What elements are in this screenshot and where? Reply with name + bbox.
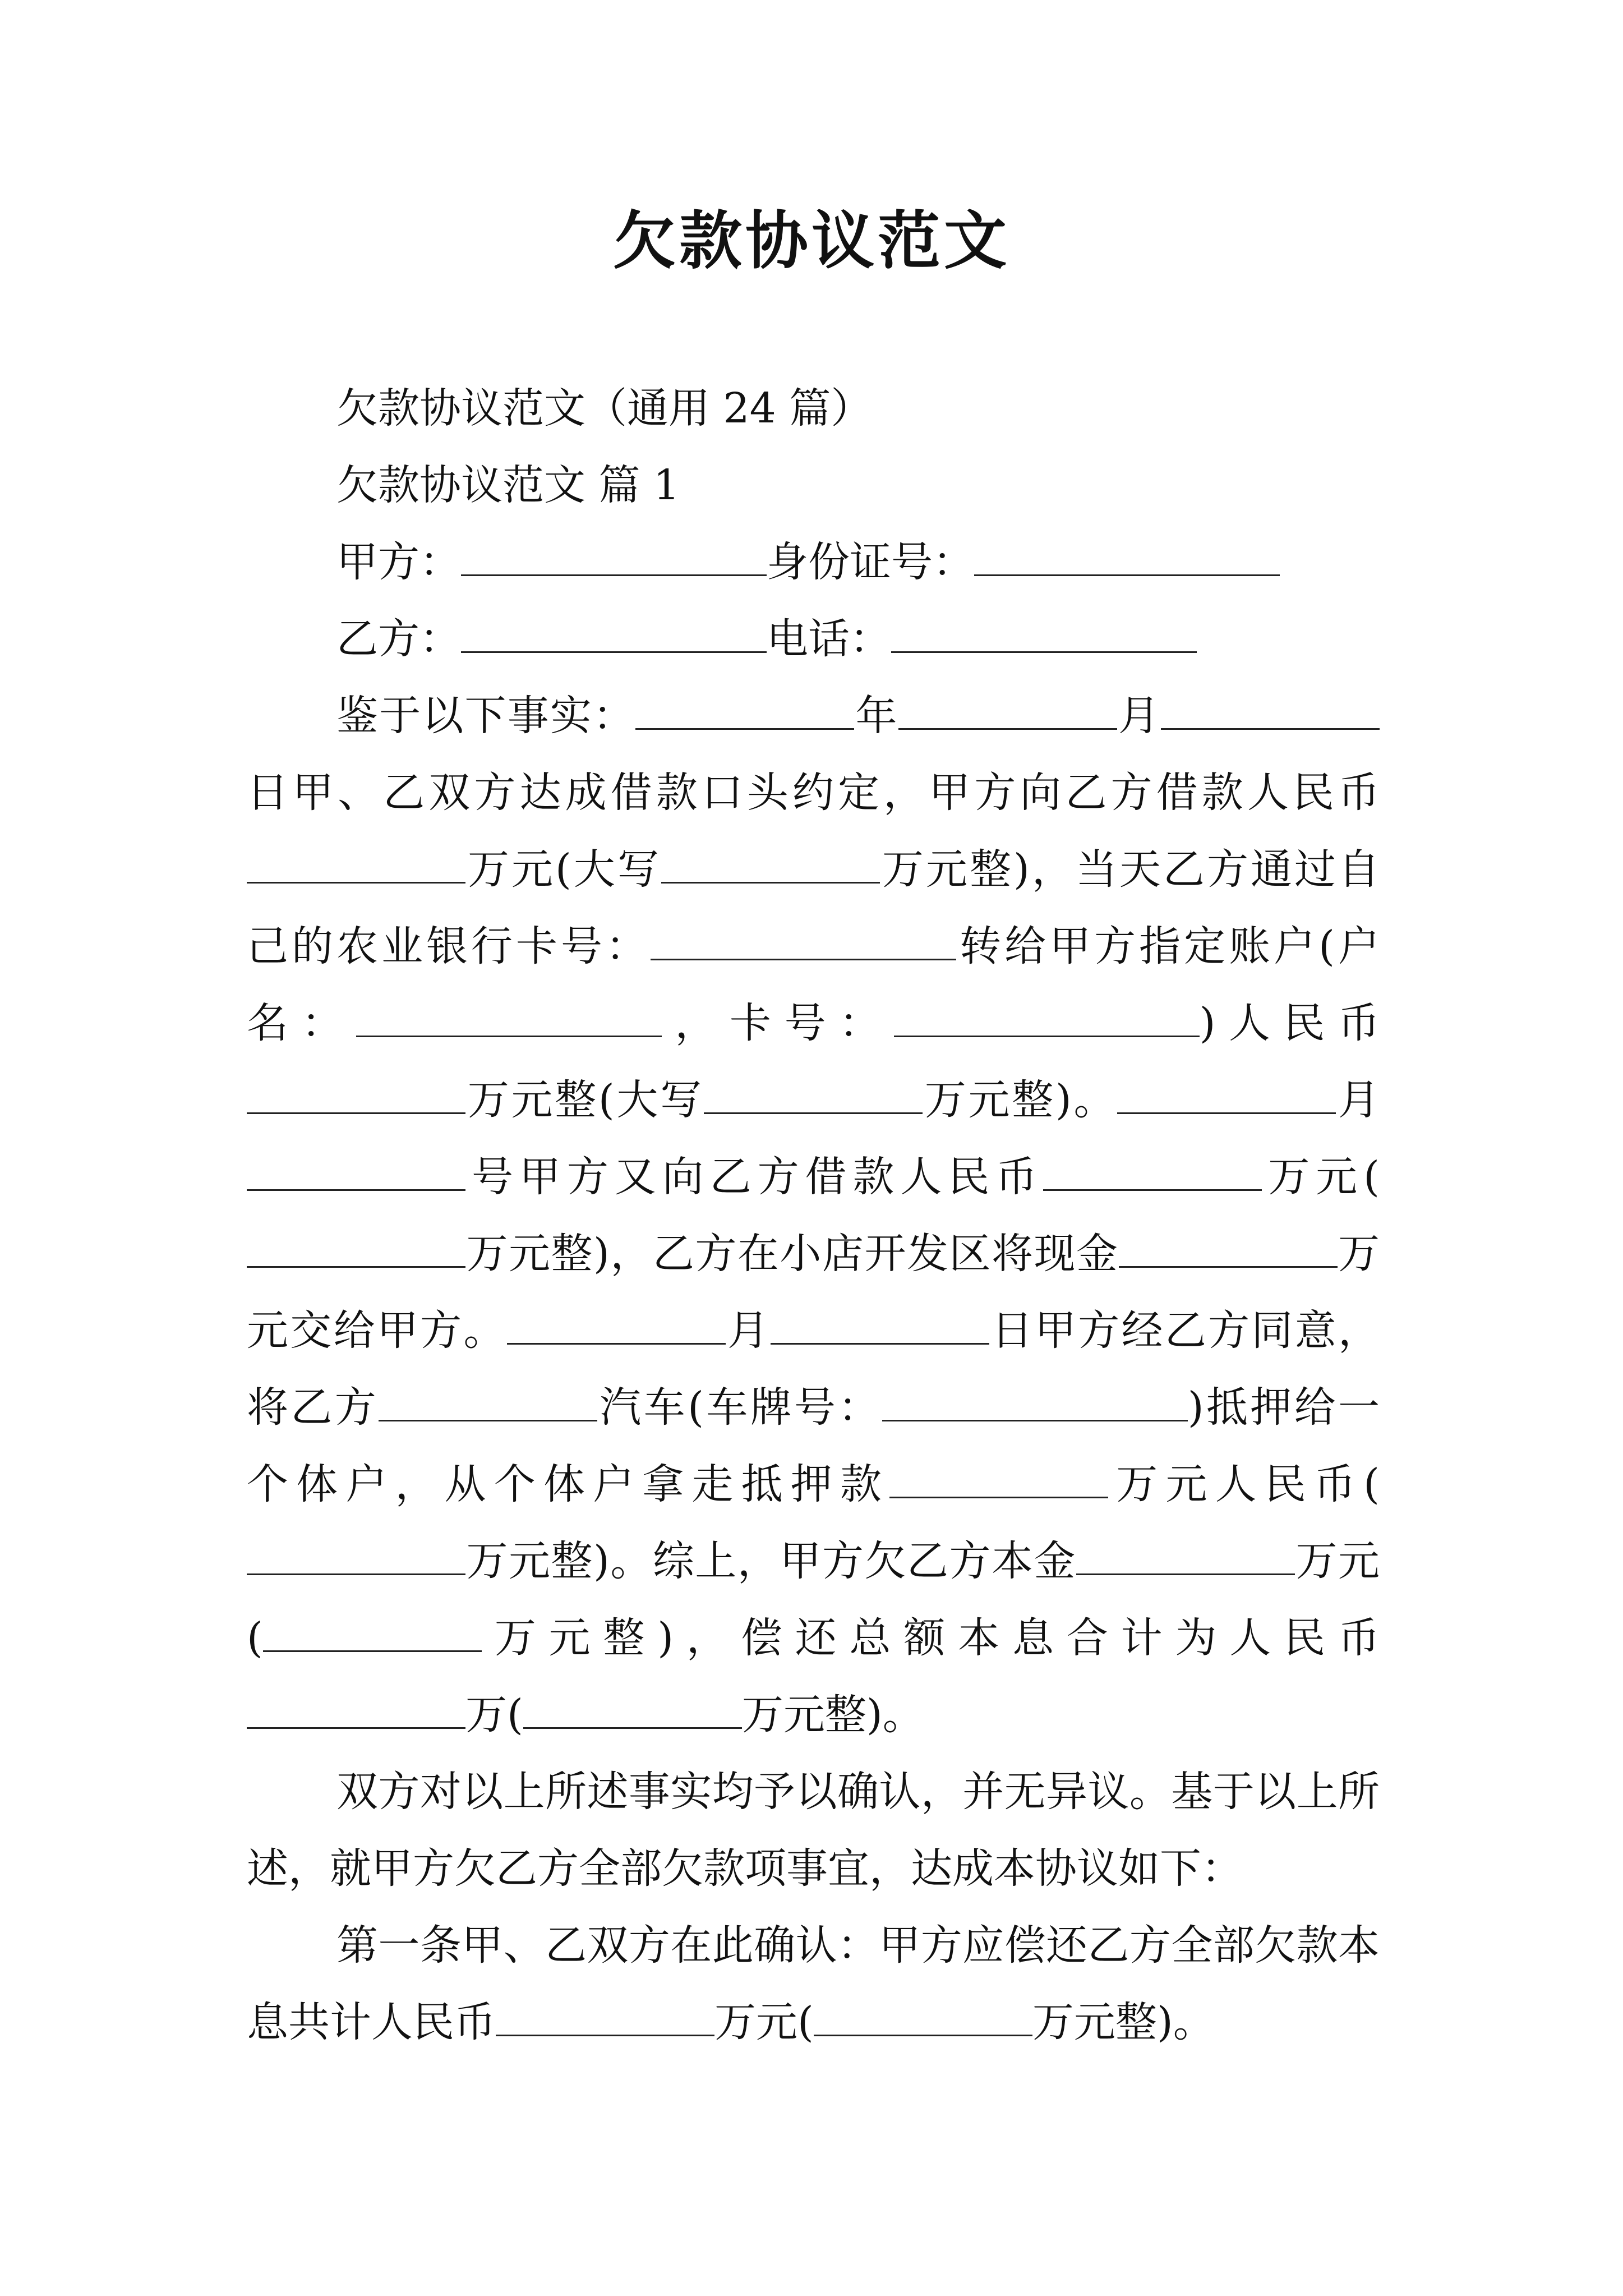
fill-blank bbox=[882, 1382, 1188, 1421]
fill-blank bbox=[1076, 1535, 1295, 1575]
party-b-name-blank bbox=[461, 613, 767, 653]
article-1-paragraph bbox=[247, 1907, 1380, 2061]
facts-text: 万元(大写 bbox=[465, 845, 661, 894]
fill-blank bbox=[651, 921, 956, 960]
party-b-phone-blank bbox=[891, 613, 1197, 653]
article-1-text: 万元( bbox=[714, 1998, 814, 2046]
facts-text: 万元整)，偿还总额本息合计为人民币 bbox=[481, 1614, 1380, 1662]
article-heading: 欠款协议范文 篇 1 bbox=[336, 461, 680, 509]
fill-blank bbox=[814, 1996, 1032, 2036]
party-a-id-label: 身份证号： bbox=[767, 538, 974, 586]
fill-blank bbox=[247, 1535, 465, 1575]
facts-text: 月 bbox=[725, 1306, 771, 1355]
facts-text: 号甲方又向乙方借款人民币 bbox=[465, 1153, 1044, 1201]
facts-text: 万元人民币( bbox=[1108, 1460, 1380, 1508]
fill-blank bbox=[247, 1228, 465, 1268]
facts-text: 年 bbox=[854, 692, 898, 740]
fill-blank bbox=[1119, 1228, 1338, 1268]
fill-blank bbox=[523, 1689, 742, 1729]
facts-text: )抵押给一个体户，从个体户拿走抵押款 bbox=[247, 1383, 1380, 1508]
facts-paragraph bbox=[247, 678, 1380, 1754]
facts-text: 转给甲方指定账户(户名： bbox=[247, 922, 1380, 1047]
facts-text: 鉴于以下事实： bbox=[336, 692, 636, 740]
party-b-line bbox=[247, 601, 1380, 678]
facts-text: 月 bbox=[1117, 692, 1161, 740]
facts-text: 日甲、乙双方达成借款口头约定，甲方向乙方借款人民币 bbox=[247, 769, 1380, 817]
party-b-label: 乙方： bbox=[336, 615, 461, 663]
fill-blank bbox=[1043, 1151, 1262, 1191]
facts-text: 万元整)，乙方在小店开发区将现金 bbox=[465, 1230, 1119, 1278]
facts-text: 万元整)，当天乙方通过自己的农业银行卡号： bbox=[247, 845, 1380, 970]
facts-text: 万元整(大写 bbox=[465, 1076, 704, 1124]
fill-blank bbox=[898, 690, 1117, 730]
facts-text: 万( bbox=[465, 1691, 523, 1739]
facts-text: 万元( bbox=[1262, 1153, 1380, 1201]
fill-blank bbox=[263, 1612, 482, 1652]
party-a-id-blank bbox=[974, 536, 1280, 576]
party-a-line bbox=[247, 524, 1380, 601]
party-a-name-blank bbox=[461, 536, 767, 576]
facts-text: ，卡号： bbox=[662, 999, 894, 1047]
fill-blank bbox=[507, 1305, 726, 1345]
facts-text: 万元整)。综上，甲方欠乙方本金 bbox=[465, 1537, 1076, 1585]
article-1-text: 万元整)。 bbox=[1032, 1998, 1215, 2046]
fill-blank bbox=[1161, 690, 1380, 730]
fill-blank bbox=[661, 844, 880, 884]
party-a-label: 甲方： bbox=[336, 538, 461, 586]
facts-text: 日甲方经乙方同意，将乙方 bbox=[247, 1306, 1380, 1432]
fill-blank bbox=[356, 997, 662, 1037]
fill-blank bbox=[379, 1382, 597, 1421]
facts-text: 万元交给甲方。 bbox=[247, 1230, 1380, 1355]
fill-blank bbox=[704, 1074, 923, 1114]
facts-text: 万元整)。 bbox=[923, 1076, 1118, 1124]
fill-blank bbox=[894, 997, 1200, 1037]
fill-blank bbox=[247, 1689, 465, 1729]
facts-text: 万元( bbox=[247, 1537, 1380, 1662]
fill-blank bbox=[889, 1458, 1108, 1498]
fill-blank bbox=[247, 1151, 465, 1191]
fill-blank bbox=[247, 844, 465, 884]
facts-text: 月 bbox=[1336, 1076, 1380, 1124]
fill-blank bbox=[247, 1074, 465, 1114]
fill-blank bbox=[771, 1305, 989, 1345]
fill-blank bbox=[635, 690, 854, 730]
collection-title: 欠款协议范文（通用 24 篇） bbox=[336, 384, 873, 432]
document-body bbox=[247, 370, 1380, 2061]
fill-blank bbox=[496, 1996, 714, 2036]
party-b-phone-label: 电话： bbox=[767, 615, 891, 663]
facts-text: 万元整)。 bbox=[741, 1691, 924, 1739]
article-1-text: 第一条甲、乙双方在此确认：甲方应偿还乙方全部欠款本息共计人民币 bbox=[247, 1921, 1380, 2046]
facts-text: )人民币 bbox=[1199, 999, 1380, 1047]
facts-text: 汽车(车牌号： bbox=[597, 1383, 882, 1432]
fill-blank bbox=[1117, 1074, 1336, 1114]
document-title: 欠款协议范文 bbox=[613, 204, 1010, 278]
confirmation-paragraph: 双方对以上所述事实均予以确认，并无异议。基于以上所述，就甲方欠乙方全部欠款项事宜，达成本协议如下： bbox=[247, 1768, 1380, 1893]
